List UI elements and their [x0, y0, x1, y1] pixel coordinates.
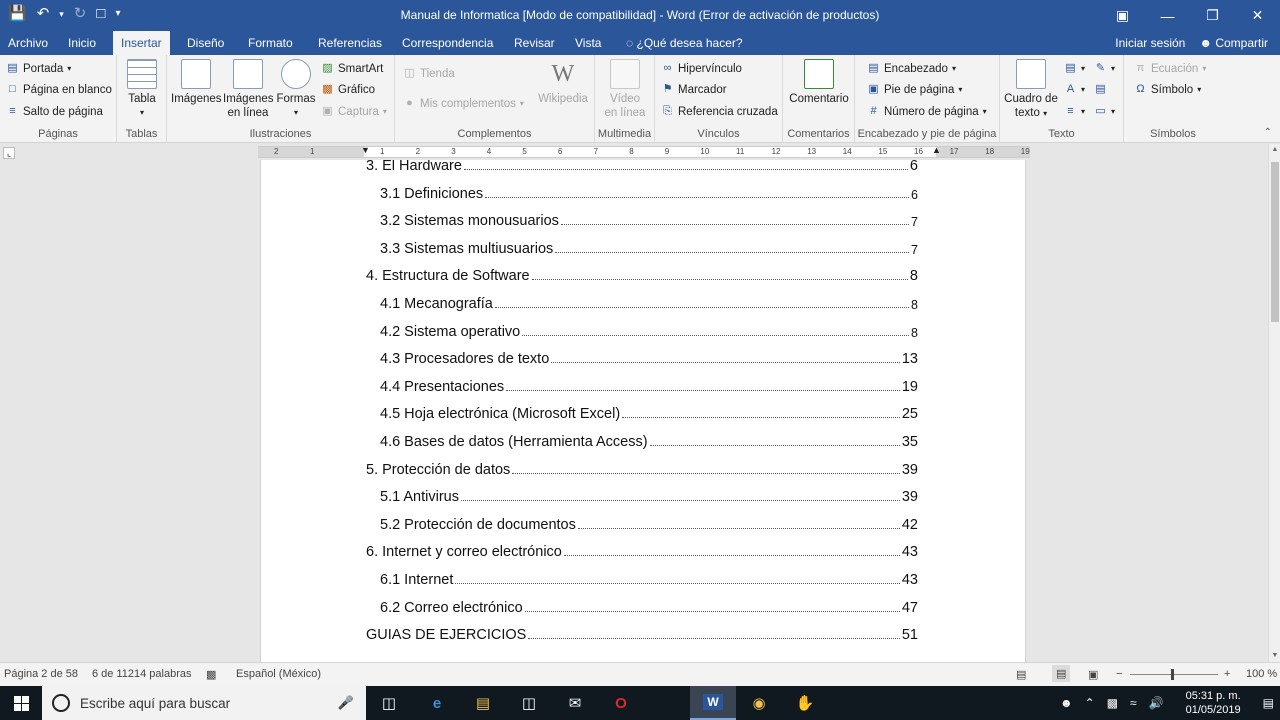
footer-icon: ▣	[868, 83, 879, 95]
pagina-en-blanco-button[interactable]: □ Página en blanco	[6, 83, 112, 96]
windows-start-button[interactable]	[0, 686, 42, 720]
ruler-number: 9	[664, 147, 670, 156]
portada-button[interactable]: ▤ Portada ▾	[7, 62, 72, 75]
toc-entry[interactable]	[380, 237, 918, 257]
toc-entry[interactable]	[380, 209, 918, 229]
wifi-icon[interactable]: ≈	[1130, 696, 1137, 710]
comment-icon	[804, 59, 834, 89]
toc-entry-page: 42	[901, 516, 918, 533]
ruler-number: 15	[878, 147, 888, 156]
toc-entry[interactable]	[366, 264, 918, 284]
print-layout-icon[interactable]: ▤	[1052, 665, 1070, 682]
wordart-icon[interactable]: A ▾	[1066, 83, 1086, 95]
signin-link[interactable]: Iniciar sesión	[1115, 36, 1186, 50]
scroll-up-icon[interactable]: ▲	[1271, 146, 1279, 153]
tab-revisar[interactable]: Revisar	[514, 36, 555, 50]
imagenes-en-linea-button[interactable]: Imágenes en línea	[223, 59, 273, 120]
page-count[interactable]: Página 2 de 58	[4, 668, 79, 680]
toc-leader	[528, 638, 900, 639]
notifications-icon[interactable]: ▤	[1262, 696, 1274, 710]
group-label-vinculos: Vínculos	[697, 128, 740, 140]
cover-page-icon: ▤	[7, 62, 18, 74]
pie-de-pagina-button[interactable]: ▣ Pie de página ▾	[868, 83, 963, 96]
cuadro-de-texto-button[interactable]: Cuadro de texto ▾	[1002, 59, 1060, 121]
toc-entry-text: 6. Internet y correo electrónico	[366, 544, 562, 561]
group-tablas	[117, 55, 167, 143]
toc-entry-text: 4.1 Mecanografía	[380, 296, 493, 312]
group-ilustraciones	[167, 55, 395, 143]
ruler-number: 8	[629, 147, 634, 156]
toc-leader	[555, 252, 909, 253]
group-label-tablas: Tablas	[125, 128, 158, 140]
toc-entry-page: 51	[901, 627, 918, 644]
hipervinculo-button[interactable]: ∞ Hipervínculo	[661, 62, 742, 75]
battery-icon[interactable]: ▩	[1106, 696, 1119, 710]
grafico-button[interactable]: ▩ Gráfico	[322, 83, 376, 96]
signature-line-icon[interactable]: ✎ ▾	[1095, 62, 1116, 74]
title-bar	[0, 0, 1280, 31]
comentario-button[interactable]: Comentario	[787, 59, 851, 106]
toc-entry[interactable]	[380, 182, 918, 202]
toc-entry-page: 8	[909, 268, 918, 285]
toc-leader	[650, 445, 900, 446]
online-video-icon	[610, 59, 640, 89]
ruler-number: 14	[842, 147, 852, 156]
toc-entry[interactable]	[380, 513, 918, 533]
toc-entry[interactable]	[366, 458, 918, 478]
toc-leader	[578, 528, 900, 529]
drop-cap-icon[interactable]: ≡ ▾	[1067, 105, 1086, 117]
word-count[interactable]: 6 de 11214 palabras	[92, 668, 192, 680]
toc-entry-page: 43	[901, 544, 918, 561]
quick-parts-icon[interactable]: ▤ ▾	[1065, 62, 1086, 74]
horizontal-ruler[interactable]	[258, 146, 1030, 158]
new-document-icon[interactable]: □	[96, 5, 106, 22]
toc-entry-text: 3.2 Sistemas monousuarios	[380, 213, 559, 230]
group-multimedia	[595, 55, 655, 143]
ruler-number: 7	[593, 147, 599, 156]
ribbon-tabs	[0, 31, 1280, 55]
table-icon	[127, 59, 157, 89]
close-icon[interactable]: ✕	[1251, 7, 1264, 23]
share-button[interactable]: ☻ Compartir	[1199, 36, 1268, 50]
web-layout-icon[interactable]: ▣	[1088, 669, 1099, 681]
toc-entry[interactable]	[366, 540, 918, 560]
formas-button[interactable]: Formas ▾	[275, 59, 317, 120]
toc-entry-page: 47	[901, 599, 918, 616]
opera-icon[interactable]: O	[615, 694, 627, 712]
online-picture-icon	[233, 59, 263, 89]
page-break-icon: ≡	[9, 105, 16, 117]
toc-entry-page: 39	[901, 461, 918, 478]
zoom-out-button[interactable]: −	[1116, 668, 1123, 680]
toc-entry[interactable]	[366, 160, 918, 174]
ruler-number: 10	[700, 147, 710, 156]
toc-entry[interactable]	[366, 623, 918, 643]
person-icon: ☻	[1199, 36, 1212, 50]
ruler-number: 19	[1020, 147, 1030, 156]
header-icon: ▤	[868, 62, 879, 74]
tienda-button[interactable]: ◫ Tienda	[404, 67, 455, 80]
redo-icon[interactable]: ↻	[73, 5, 87, 22]
toc-entry-text: 6.1 Internet	[380, 572, 454, 588]
ruler-number: 6	[558, 147, 563, 156]
chrome-icon[interactable]: ◉	[752, 695, 766, 712]
tab-insertar[interactable]: Insertar	[113, 31, 170, 55]
group-label-simbolos: Símbolos	[1150, 128, 1196, 140]
page-number-icon: #	[870, 105, 877, 117]
toc-leader	[561, 224, 909, 225]
tell-me-box[interactable]: ◌ ¿Qué desea hacer?	[626, 36, 743, 50]
restore-icon[interactable]: ❐	[1206, 7, 1219, 23]
zoom-in-button[interactable]: +	[1224, 668, 1231, 680]
toc-entry-text: 4.6 Bases de datos (Herramienta Access)	[380, 434, 648, 450]
mail-icon[interactable]: ✉	[568, 695, 582, 712]
tab-diseno[interactable]: Diseño	[187, 36, 225, 50]
document-area[interactable]	[0, 160, 1268, 662]
group-label-paginas: Páginas	[38, 128, 78, 140]
collapse-ribbon-icon[interactable]: ⌃	[1263, 127, 1272, 138]
hyperlink-icon: ∞	[663, 62, 672, 74]
ruler-number: 2	[415, 147, 421, 156]
toc-entry-page: 6	[909, 160, 918, 174]
status-bar	[0, 662, 1280, 686]
minimize-icon[interactable]: —	[1160, 7, 1175, 24]
imagenes-button[interactable]: Imágenes	[171, 59, 221, 106]
toc-entry-text: 5.1 Antivirus	[380, 489, 459, 506]
toc-entry[interactable]	[380, 375, 918, 395]
toc-entry-page: 7	[911, 215, 918, 230]
group-label-complementos: Complementos	[457, 128, 532, 140]
toc-leader	[455, 583, 900, 584]
referencia-cruzada-button[interactable]: ⎘ Referencia cruzada	[661, 105, 778, 118]
microphone-icon[interactable]: 🎤	[337, 695, 354, 710]
word-taskbar-icon[interactable]: W	[690, 686, 736, 720]
toc-leader	[525, 611, 900, 612]
toc-entry-page: 7	[911, 242, 918, 257]
picture-icon	[181, 59, 211, 89]
toc-leader	[551, 362, 900, 363]
ecuacion-button[interactable]: π Ecuación ▾	[1134, 62, 1206, 75]
ruler-number: 16	[914, 147, 923, 156]
ruler-number: 1	[380, 147, 385, 156]
toc-entry[interactable]	[380, 320, 918, 340]
ruler-area	[0, 144, 1280, 160]
tab-inicio[interactable]: Inicio	[68, 36, 97, 50]
language-indicator[interactable]: Español (México)	[236, 668, 321, 680]
toc-entry-page: 39	[901, 489, 918, 506]
zoom-slider-thumb[interactable]	[1171, 669, 1174, 680]
windows-taskbar	[0, 686, 1280, 720]
tab-formato[interactable]: Formato	[248, 36, 293, 50]
bookmark-icon: ⚑	[662, 83, 673, 95]
smartart-button[interactable]: ▨ SmartArt	[322, 62, 384, 75]
toc-entry-text: 4.5 Hoja electrónica (Microsoft Excel)	[380, 406, 621, 423]
toc-leader	[532, 279, 908, 280]
toc-entry-text: 4.3 Procesadores de texto	[380, 351, 550, 368]
toc-entry[interactable]	[380, 485, 918, 505]
ruler-number: 12	[771, 147, 781, 156]
toc-leader	[622, 417, 900, 418]
encabezado-button[interactable]: ▤ Encabezado ▾	[868, 62, 956, 75]
window-title: Manual de Informatica [Modo de compatibilidad] - Word (Error de activación de productos)	[400, 8, 880, 22]
toc-leader	[522, 335, 909, 336]
undo-dropdown-icon[interactable]: ▾	[59, 9, 64, 19]
group-encabezado-pie	[855, 55, 1000, 143]
group-label-ilustraciones: Ilustraciones	[249, 128, 312, 140]
toc-entry[interactable]	[380, 596, 918, 616]
ribbon-display-options-icon[interactable]: ▣	[1115, 7, 1130, 23]
toc-entry-text: 3.1 Definiciones	[380, 185, 484, 202]
text-box-icon	[1016, 59, 1046, 89]
group-comentarios	[783, 55, 855, 143]
addins-icon: ●	[406, 97, 413, 109]
toc-entry[interactable]	[380, 402, 918, 422]
group-label-texto: Texto	[1048, 128, 1075, 140]
ruler-number: 18	[985, 147, 995, 156]
zoom-level[interactable]: 100 %	[1246, 668, 1278, 680]
ruler-number: 11	[736, 147, 745, 156]
wikipedia-icon: W	[551, 61, 575, 87]
salto-de-pagina-button[interactable]: ≡ Salto de página	[6, 105, 103, 118]
smartart-icon: ▨	[322, 62, 333, 74]
system-tray	[1054, 686, 1280, 720]
taskbar-search-box[interactable]: Escribe aquí para buscar 🎤	[42, 686, 366, 720]
toc-entry[interactable]	[380, 568, 918, 588]
document-page[interactable]	[260, 160, 1026, 662]
toc-entry-page: 8	[911, 298, 918, 312]
store-icon: ◫	[404, 67, 415, 79]
simbolo-button[interactable]: Ω Símbolo ▾	[1134, 83, 1201, 96]
save-icon[interactable]: 💾	[8, 5, 27, 22]
store-taskbar-icon[interactable]: ◫	[521, 695, 537, 712]
indent-marker-icon[interactable]: ▼	[361, 145, 370, 155]
ruler-number: 1	[310, 147, 315, 156]
ruler-number: 17	[949, 147, 959, 156]
vertical-scrollbar[interactable]	[1268, 144, 1280, 662]
toc-entry-text: 5. Protección de datos	[366, 461, 511, 478]
video-en-linea-button[interactable]: Vídeo en línea	[601, 59, 649, 120]
show-hidden-icons-icon[interactable]: ⌃	[1084, 696, 1095, 710]
customize-qat-icon[interactable]: ▾	[115, 8, 121, 19]
scroll-thumb[interactable]	[1271, 162, 1279, 322]
shapes-icon	[281, 59, 311, 89]
proofing-icon[interactable]: ▩	[206, 669, 217, 681]
group-complementos	[395, 55, 595, 143]
tab-selector[interactable]: ⌞	[3, 147, 15, 159]
screenshot-icon: ▣	[322, 105, 333, 117]
marcador-button[interactable]: ⚑ Marcador	[662, 83, 727, 96]
toc-entry-page: 35	[901, 434, 918, 450]
lightbulb-icon: ◌	[626, 36, 634, 50]
tab-archivo[interactable]: Archivo	[8, 36, 49, 50]
toc-entry-text: 3. El Hardware	[366, 160, 462, 174]
numero-de-pagina-button[interactable]: # Número de página ▾	[867, 105, 987, 118]
toc-leader	[464, 169, 908, 170]
app-icon[interactable]: ✋	[795, 695, 815, 712]
toc-entry[interactable]	[380, 292, 918, 312]
toc-entry-text: 3.3 Sistemas multiusuarios	[380, 240, 554, 257]
wikipedia-button[interactable]: W Wikipedia	[538, 61, 588, 105]
toc-entry-page: 19	[901, 378, 918, 395]
file-explorer-icon[interactable]: ▤	[475, 695, 491, 712]
edge-icon[interactable]: e	[432, 694, 442, 712]
group-simbolos	[1124, 55, 1222, 143]
group-label-comentarios: Comentarios	[787, 128, 850, 140]
omega-icon: Ω	[1136, 83, 1145, 95]
tab-referencias[interactable]: Referencias	[318, 36, 383, 50]
cortana-icon	[52, 694, 70, 712]
group-label-encabezado: Encabezado y pie de página	[857, 128, 997, 140]
toc-entry-text: 4. Estructura de Software	[366, 268, 530, 285]
toc-entry-text: 6.2 Correo electrónico	[380, 599, 523, 616]
toc-entry-text: 5.2 Protección de documentos	[380, 516, 576, 533]
toc-leader	[495, 307, 909, 308]
group-vinculos	[655, 55, 783, 143]
toc-entry-text: 4.4 Presentaciones	[380, 378, 505, 395]
people-icon[interactable]: ☻	[1060, 696, 1073, 710]
toc-entry-page: 25	[901, 406, 918, 423]
ruler-number: 2	[274, 147, 279, 156]
toc-entry-page: 8	[911, 325, 918, 340]
toc-leader	[485, 197, 909, 198]
ribbon	[0, 55, 1280, 143]
captura-button[interactable]: ▣ Captura ▾	[322, 105, 387, 118]
mis-complementos-button[interactable]: ● Mis complementos ▾	[403, 97, 524, 110]
cross-reference-icon: ⎘	[663, 105, 672, 117]
toc-entry-text: 4.2 Sistema operativo	[380, 323, 521, 340]
group-paginas	[0, 55, 117, 143]
tab-vista[interactable]: Vista	[575, 36, 602, 50]
task-view-icon[interactable]: ◫	[381, 695, 397, 712]
volume-icon[interactable]: 🔊	[1148, 696, 1164, 710]
zoom-slider[interactable]	[1130, 674, 1218, 675]
toc-entry-page: 6	[911, 187, 918, 202]
toc-leader	[506, 390, 900, 391]
clock[interactable]: 05:31 p. m. 01/05/2019	[1185, 690, 1241, 716]
ruler-number: 13	[807, 147, 817, 156]
ruler-number: 5	[522, 147, 527, 156]
date-time-icon[interactable]: ▤	[1095, 83, 1106, 95]
ruler-number: 4	[486, 147, 492, 156]
group-label-multimedia: Multimedia	[597, 128, 652, 140]
toc-leader	[512, 473, 900, 474]
blank-page-icon: □	[9, 83, 16, 95]
toc-entry-page: 43	[901, 572, 918, 588]
toc-entry-page: 13	[901, 351, 918, 368]
right-indent-marker-icon[interactable]: ▲	[932, 145, 941, 155]
toc-entry-text: GUIAS DE EJERCICIOS	[366, 627, 527, 644]
tabla-button[interactable]: Tabla ▾	[125, 59, 159, 120]
object-icon[interactable]: ▭ ▾	[1095, 105, 1116, 117]
scroll-down-icon[interactable]: ▼	[1271, 652, 1279, 659]
tab-correspondencia[interactable]: Correspondencia	[402, 36, 494, 50]
toc-entry[interactable]	[380, 430, 918, 450]
toc-leader	[461, 500, 900, 501]
toc-entry[interactable]	[380, 347, 918, 367]
undo-icon[interactable]: ↶	[36, 5, 50, 22]
chart-icon: ▩	[322, 83, 333, 95]
group-texto	[1000, 55, 1124, 143]
ruler-number: 3	[451, 147, 456, 156]
toc-leader	[564, 555, 900, 556]
windows-logo-icon	[14, 696, 29, 711]
read-mode-icon[interactable]: ▤	[1016, 669, 1027, 681]
pi-icon: π	[1136, 62, 1145, 74]
